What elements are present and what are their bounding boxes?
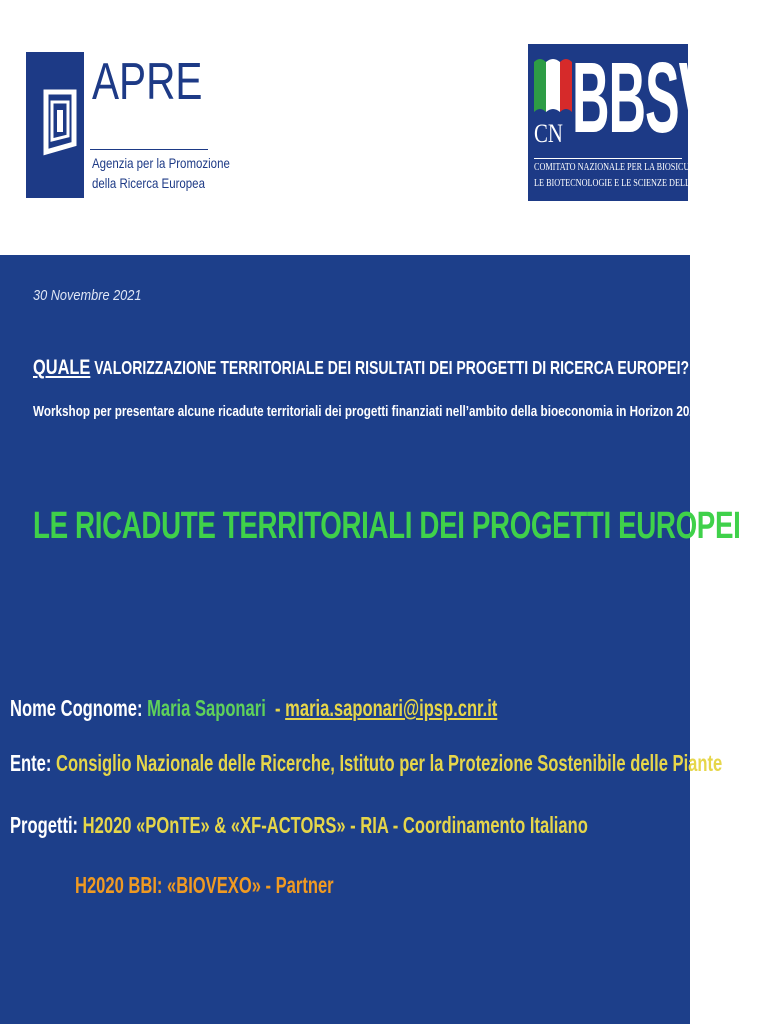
headline: [33, 357, 689, 379]
page-title: LE RICADUTE TERRITORIALI DEI PROGETTI EUROPEI: [33, 505, 741, 547]
event-date: 30 Novembre 2021: [33, 287, 142, 304]
cnbbsv-bbsv: BBSV: [572, 42, 713, 154]
slide-panel: [0, 255, 741, 1024]
email-link[interactable]: maria.saponari@ipsp.cnr.it: [285, 695, 498, 721]
headline-quale: QUALE: [33, 356, 91, 379]
name-value: Maria Saponari: [147, 695, 266, 721]
ente-line: [10, 750, 722, 777]
speaker-name-line: [10, 695, 497, 722]
apre-logo: [26, 52, 230, 198]
progetti-value: H2020 «POnTE» & «XF-ACTORS» - RIA - Coordinamento Italiano: [82, 812, 588, 838]
cnbbsv-logo: [528, 42, 717, 201]
apre-mark-icon: [26, 52, 84, 198]
italian-flag-icon: [532, 52, 574, 118]
progetti-line-2: H2020 BBI: «BIOVEXO» - Partner: [75, 872, 334, 898]
cnbbsv-subtitle-line2: LE BIOTECNOLOGIE E LE SCIENZE DELLA VITA: [534, 178, 717, 189]
name-label: Nome Cognome:: [10, 695, 143, 721]
name-separator: -: [265, 695, 286, 721]
apre-subtitle-line2: della Ricerca Europea: [92, 175, 205, 191]
apre-subtitle-line1: Agenzia per la Promozione: [92, 155, 230, 171]
progetti-line: [10, 812, 588, 839]
ente-value: Consiglio Nazionale delle Ricerche, Istituto per la Protezione Sostenibile delle Piante: [56, 750, 723, 776]
apre-divider: [90, 149, 208, 150]
headline-rest: VALORIZZAZIONE TERRITORIALE DEI RISULTATI DEI PROGETTI DI RICERCA EUROPEI?: [90, 358, 690, 378]
ente-label: Ente:: [10, 750, 52, 776]
subheadline: Workshop per presentare alcune ricadute territoriali dei progetti finanziati nell’ambito della bioeconomia in Horizon 2020: [33, 403, 703, 420]
apre-name: APRE: [92, 53, 203, 111]
cnbbsv-divider: [534, 158, 682, 159]
progetti-label: Progetti:: [10, 812, 79, 838]
cnbbsv-cn: CN: [534, 119, 563, 148]
cnbbsv-subtitle-line1: COMITATO NAZIONALE PER LA BIOSICUREZZA: [534, 162, 716, 173]
